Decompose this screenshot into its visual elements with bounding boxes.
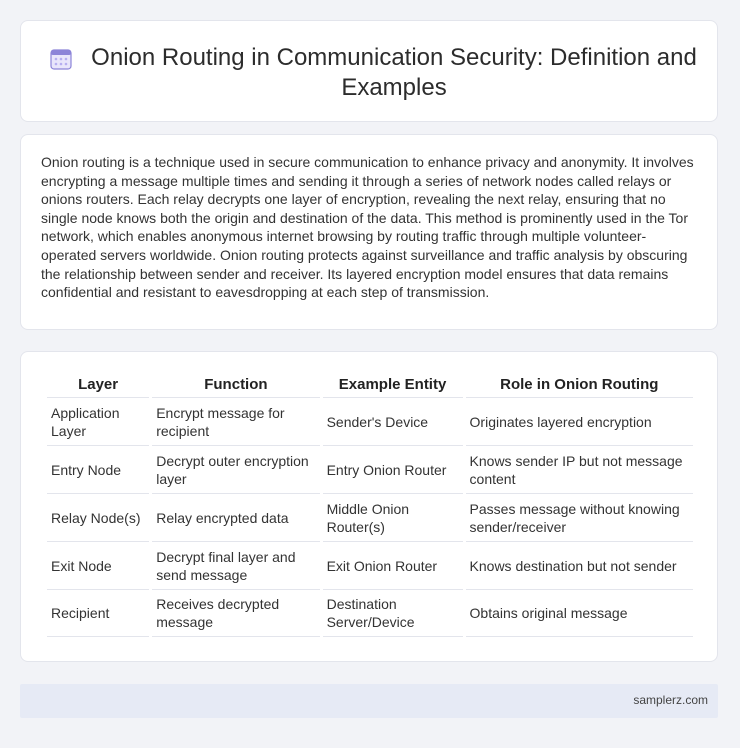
column-header-layer: Layer xyxy=(78,376,119,393)
table-card xyxy=(20,351,718,662)
cell-function: Receives decrypted message xyxy=(152,589,319,637)
cell-example-entity: Middle Onion Router(s) xyxy=(323,493,463,541)
cell-function: Encrypt message for recipient xyxy=(152,397,319,445)
table-row xyxy=(47,541,693,589)
cell-layer: Application Layer xyxy=(47,397,149,445)
calendar-icon xyxy=(49,47,73,71)
column-header-function: Function xyxy=(204,376,268,393)
table-row xyxy=(47,589,693,637)
cell-role: Knows destination but not sender xyxy=(466,541,693,589)
table-row xyxy=(47,397,693,445)
cell-layer: Relay Node(s) xyxy=(47,493,149,541)
intro-card xyxy=(20,134,718,330)
table-row xyxy=(47,493,693,541)
cell-function: Relay encrypted data xyxy=(152,493,319,541)
column-header-example-entity: Example Entity xyxy=(338,376,447,393)
cell-role: Originates layered encryption xyxy=(466,397,693,445)
intro-paragraph: Onion routing is a technique used in secure communication to enhance privacy and anonymity. It involves encrypting a message multiple times and sending it through a series of network nodes called relays or onions routers. Each relay decrypts one layer of encryption, revealing the next relay, ensuring that no single node knows both the origin and destination of the data. This method is prominently used in the Tor network, which enables anonymous internet browsing by routing traffic through multiple volunteer-operated servers worldwide. Onion routing protects against surveillance and traffic analysis by obscuring the relationship between sender and receiver. Its layered encryption model ensures that data remains confidential and resistant to eavesdropping at each step of transmission. xyxy=(41,154,694,301)
footer-bar xyxy=(20,684,718,718)
table-header-row xyxy=(47,372,693,397)
cell-role: Passes message without knowing sender/receiver xyxy=(466,493,693,541)
cell-example-entity: Exit Onion Router xyxy=(323,541,463,589)
table-row xyxy=(47,445,693,493)
cell-role: Knows sender IP but not message content xyxy=(466,445,693,493)
cell-example-entity: Entry Onion Router xyxy=(323,445,463,493)
cell-example-entity: Destination Server/Device xyxy=(323,589,463,637)
cell-layer: Entry Node xyxy=(47,445,149,493)
footer-site-link[interactable]: samplerz.com xyxy=(633,693,708,707)
cell-layer: Recipient xyxy=(47,589,149,637)
title-card xyxy=(20,20,718,122)
page-title: Onion Routing in Communication Security: Definition and Examples xyxy=(91,44,697,101)
column-header-role: Role in Onion Routing xyxy=(500,376,659,393)
cell-function: Decrypt final layer and send message xyxy=(152,541,319,589)
cell-layer: Exit Node xyxy=(47,541,149,589)
onion-routing-table xyxy=(44,372,696,637)
cell-example-entity: Sender's Device xyxy=(323,397,463,445)
cell-role: Obtains original message xyxy=(466,589,693,637)
cell-function: Decrypt outer encryption layer xyxy=(152,445,319,493)
